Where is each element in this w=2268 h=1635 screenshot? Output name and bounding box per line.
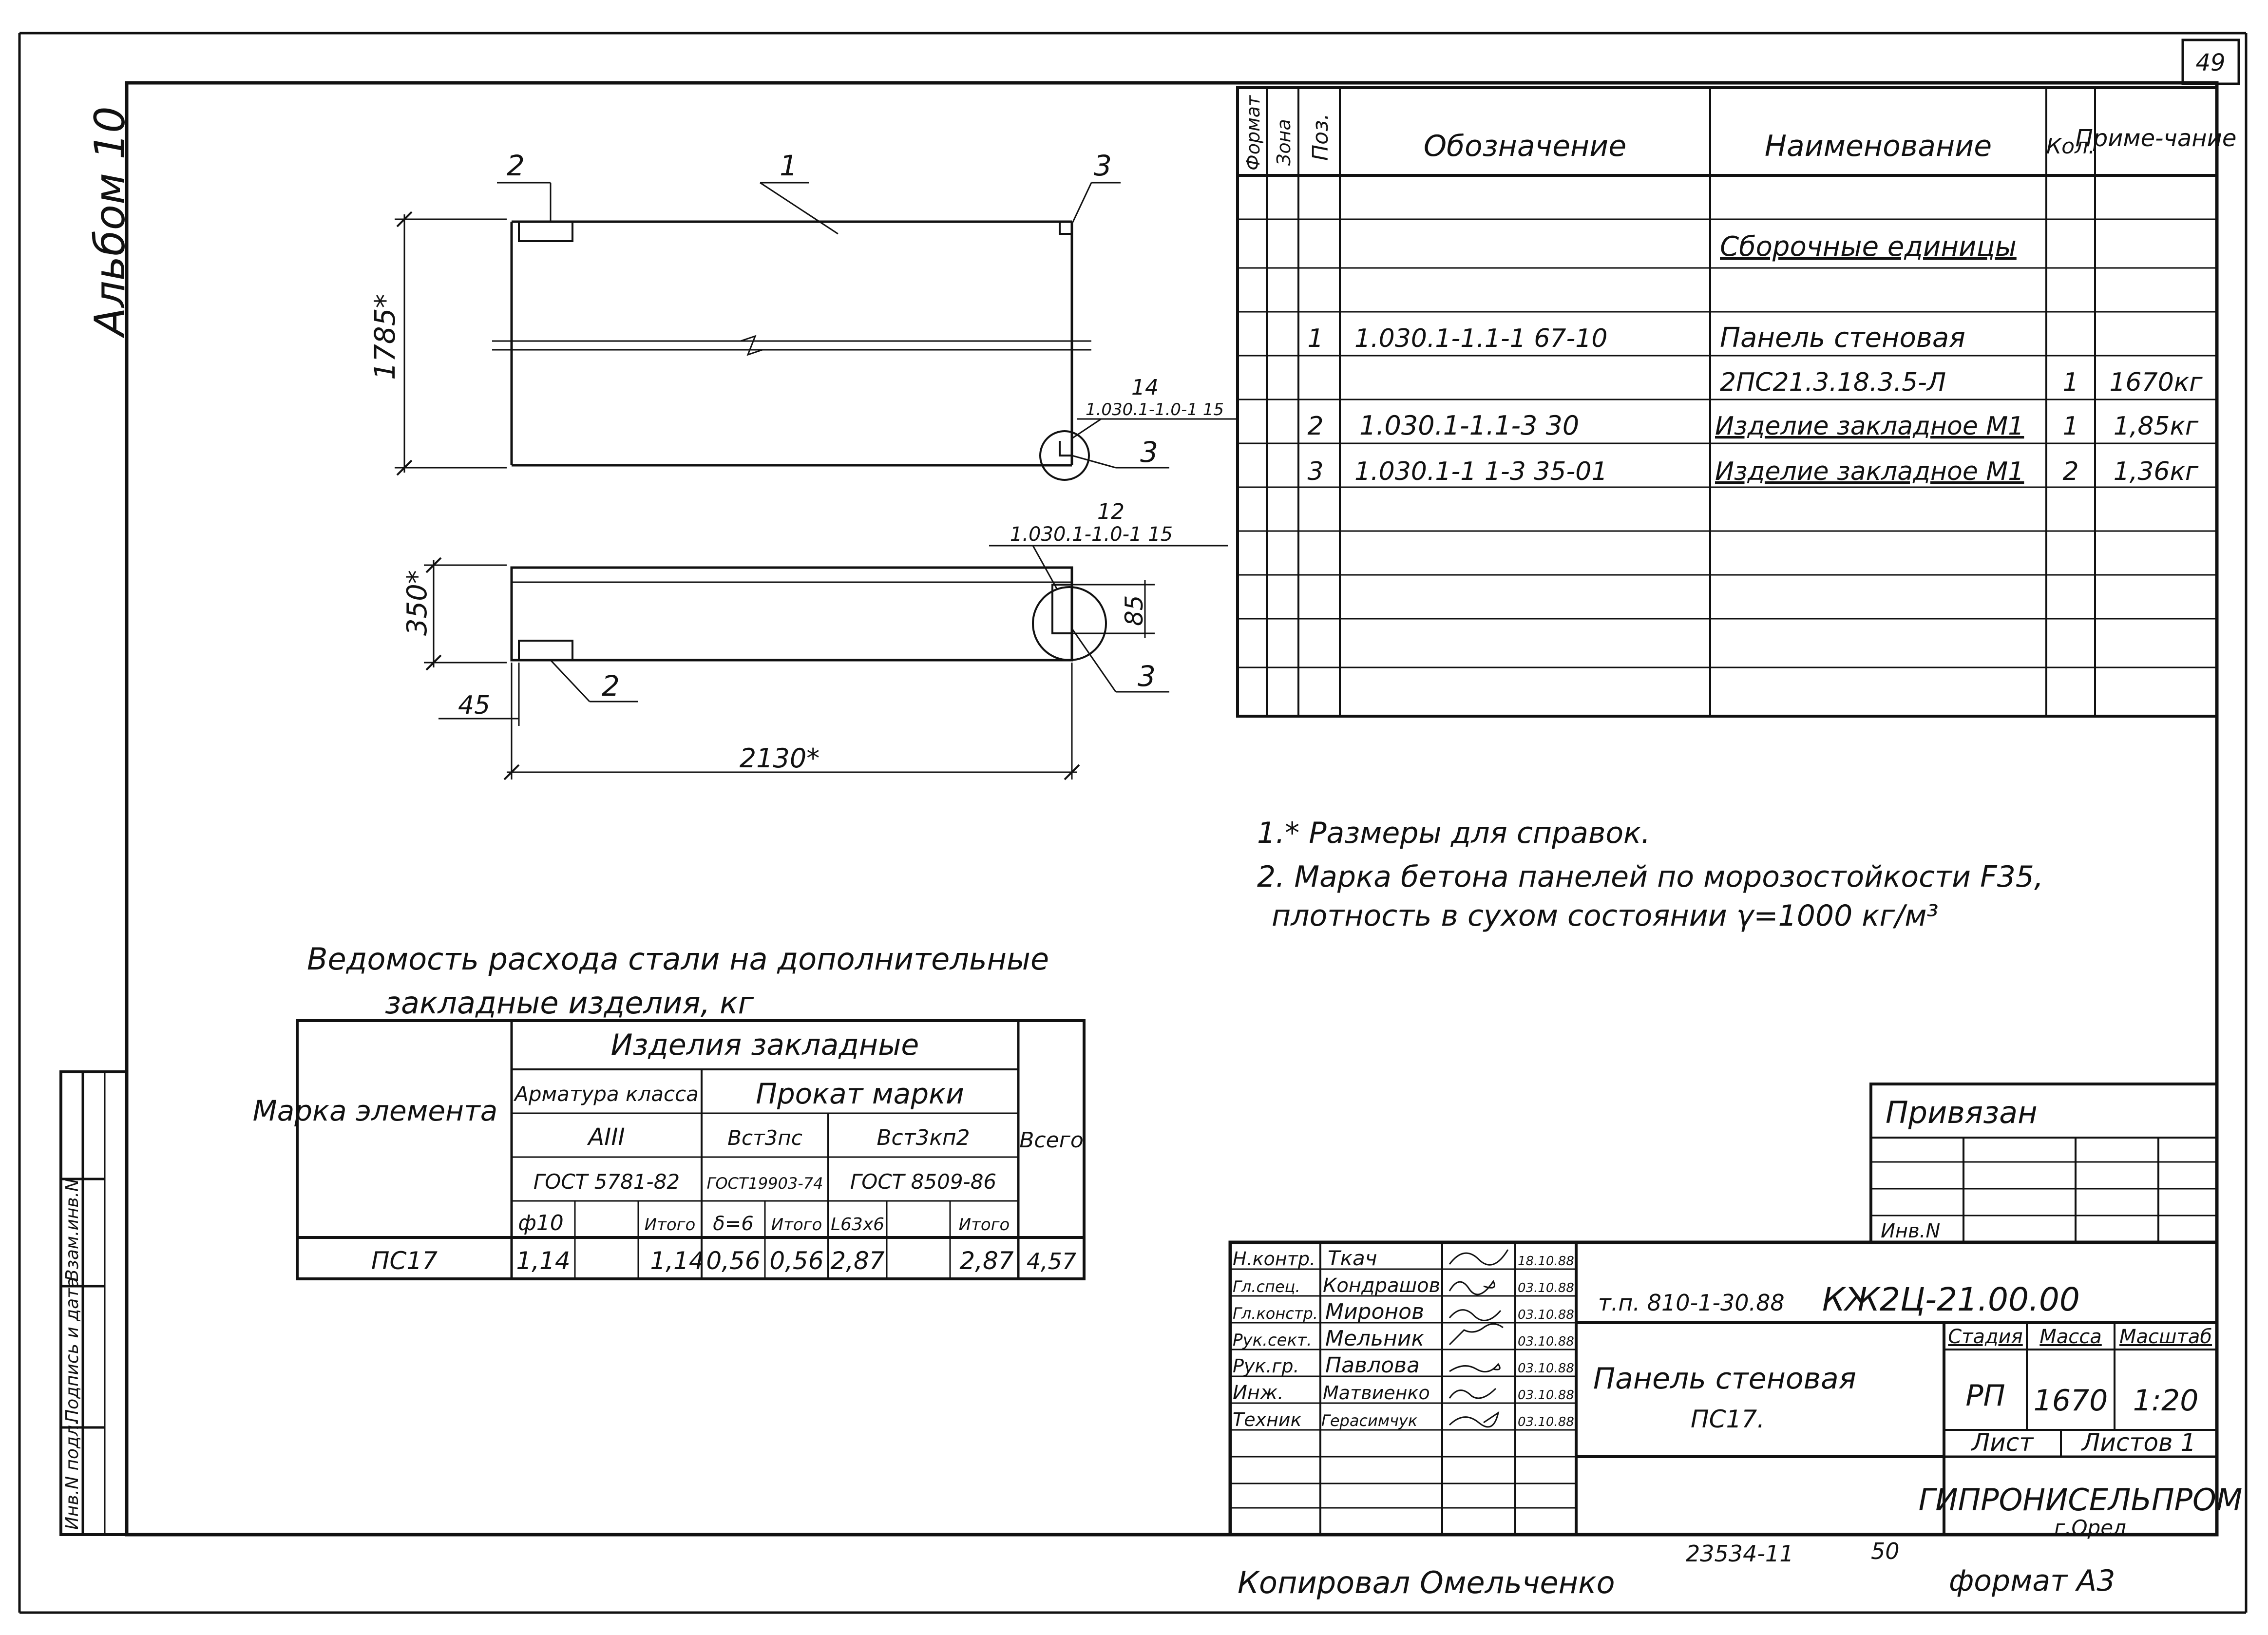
row1-name: Панель стеновая [1720, 322, 1965, 354]
leader-3-circle: 3 [1140, 436, 1158, 469]
h-gost1: ГОСТ19903-74 [706, 1174, 823, 1193]
panel-plan-view [401, 499, 1228, 779]
note-2-cont: плотность в сухом состоянии γ=1000 кг/м³ [1272, 899, 1939, 933]
h-rebar-class: АIII [588, 1123, 625, 1151]
signer-role-4: Рук.гр. [1233, 1355, 1299, 1377]
row2-name: 2ПС21.3.18.3.5-Л [1720, 368, 1946, 397]
signer-name-4: Павлова [1325, 1353, 1420, 1378]
h-rebar: Арматура класса [515, 1082, 699, 1106]
ref-12-code: 1.030.1-1.0-1 15 [1010, 523, 1173, 546]
stamp-vzam: Взам.инв.N [62, 1178, 82, 1281]
signer-role-0: Н.контр. [1233, 1248, 1316, 1270]
h-sheets: Листов 1 [2081, 1428, 2196, 1457]
h-itogo-2: Итого [771, 1215, 822, 1235]
title-block [1230, 1242, 2242, 1540]
note-2: 2. Марка бетона панелей по морозостойкости F35, [1257, 860, 2044, 894]
row2-note: 1670кг [2109, 368, 2203, 397]
ref-12: 12 [1097, 499, 1124, 524]
binding-box [1871, 1084, 2217, 1242]
doc-title-2: ПС17. [1691, 1405, 1765, 1433]
signer-role-2: Гл.констр. [1233, 1304, 1318, 1323]
h-scale: Масштаб [2119, 1326, 2212, 1348]
doc-title-1: Панель стеновая [1593, 1362, 1856, 1396]
row3-designation: 1.030.1-1.1-3 30 [1359, 410, 1580, 441]
dim-45: 45 [458, 691, 491, 720]
leader-3-bottom: 3 [1138, 660, 1156, 693]
signer-name-5: Матвиенко [1323, 1382, 1430, 1404]
h-l63: L63x6 [830, 1215, 885, 1235]
sheet-frame [19, 33, 2246, 1613]
bottom-num: 50 [1871, 1538, 1900, 1564]
row4-note: 1,36кг [2113, 457, 2199, 486]
format-label: формат А3 [1949, 1564, 2116, 1598]
row4-name: Изделие закладное М1 [1715, 457, 2024, 486]
row4-qty: 2 [2062, 457, 2079, 486]
h-total: Всего [1019, 1128, 1084, 1153]
h-mark: Марка элемента [252, 1094, 498, 1127]
dim-length: 2130* [739, 743, 820, 774]
doc-code: КЖ2Ц-21.00.00 [1822, 1281, 2080, 1318]
row1-pos: 1 [1307, 324, 1324, 353]
row-l63: 2,87 [830, 1247, 885, 1275]
h-sheet: Лист [1971, 1428, 2034, 1457]
bottom-captions [1238, 1538, 2115, 1600]
hdr-pos: Поз. [1308, 113, 1333, 161]
steel-title-1: Ведомость расхода стали на дополнительные [307, 941, 1049, 977]
h-mass: Масса [2039, 1326, 2102, 1348]
row2-qty: 1 [2062, 368, 2079, 397]
row1-designation: 1.030.1-1.1-1 67-10 [1354, 324, 1608, 353]
ref-14: 14 [1131, 375, 1159, 400]
hdr-zone: Зона [1273, 119, 1295, 166]
row-mark: ПС17 [371, 1247, 438, 1275]
signer-date-4: 03.10.88 [1518, 1361, 1574, 1376]
hdr-designation: Обозначение [1423, 129, 1627, 163]
leader-3-top: 3 [1094, 149, 1112, 182]
side-stamp [61, 1072, 127, 1535]
spec-table [1238, 88, 2236, 716]
signer-date-5: 03.10.88 [1518, 1388, 1574, 1403]
bottom-code: 23534-11 [1686, 1540, 1794, 1567]
h-steel2: Вст3кп2 [877, 1125, 970, 1150]
signer-date-2: 03.10.88 [1518, 1308, 1574, 1322]
row-d6: 0,56 [706, 1247, 761, 1275]
signer-role-5: Инж. [1233, 1382, 1284, 1404]
spec-section: Сборочные единицы [1720, 231, 2017, 263]
row3-note: 1,85кг [2113, 412, 2199, 441]
h-rolled: Прокат марки [756, 1077, 964, 1110]
hdr-note: Приме-чание [2075, 125, 2237, 152]
dim-85: 85 [1120, 595, 1148, 626]
h-d10: ф10 [518, 1211, 564, 1236]
leader-2-bottom: 2 [602, 669, 620, 703]
hdr-qty: Кол. [2046, 134, 2096, 159]
binding-inv: Инв.N [1881, 1220, 1941, 1242]
ref-14-code: 1.030.1-1.0-1 15 [1085, 400, 1224, 419]
h-itogo-3: Итого [958, 1215, 1010, 1235]
row4-designation: 1.030.1-1 1-3 35-01 [1354, 457, 1608, 486]
org-city: г.Орел [2054, 1516, 2126, 1540]
row4-pos: 3 [1307, 457, 1324, 486]
notes [1257, 816, 2043, 933]
stage: РП [1965, 1379, 2005, 1413]
signer-name-6: Герасимчук [1321, 1411, 1418, 1430]
signer-date-6: 03.10.88 [1518, 1415, 1574, 1429]
row3-pos: 2 [1307, 412, 1324, 441]
leader-2-top: 2 [507, 149, 525, 182]
dim-depth: 350* [401, 570, 433, 636]
signer-date-3: 03.10.88 [1518, 1334, 1574, 1349]
hdr-name: Наименование [1764, 129, 1992, 163]
leader-1: 1 [780, 149, 798, 182]
h-d6: δ=6 [713, 1213, 754, 1235]
h-gost2: ГОСТ 8509-86 [850, 1170, 997, 1194]
dim-height: 1785* [368, 294, 401, 380]
row-itogo2: 0,56 [769, 1247, 824, 1275]
project-code: т.п. 810-1-30.88 [1598, 1290, 1785, 1316]
h-group: Изделия закладные [610, 1028, 919, 1062]
signer-role-6: Техник [1233, 1409, 1302, 1430]
signer-name-3: Мельник [1325, 1326, 1425, 1351]
mass: 1670 [2033, 1384, 2108, 1418]
hdr-format: Формат [1242, 95, 1264, 171]
stamp-inv-podl: Инв.N подл. [62, 1419, 82, 1530]
h-itogo-1: Итого [644, 1215, 696, 1235]
signatures [1449, 1250, 1508, 1427]
signer-name-1: Кондрашов [1323, 1274, 1441, 1297]
steel-table [253, 941, 1084, 1279]
signer-name-0: Ткач [1328, 1246, 1377, 1270]
page-number: 49 [2195, 49, 2226, 76]
copied-by: Копировал Омельченко [1238, 1565, 1615, 1600]
note-1: 1.* Размеры для справок. [1257, 816, 1651, 850]
signer-role-3: Рук.сект. [1233, 1331, 1312, 1350]
stamp-sign-date: Подпись и дата [62, 1277, 82, 1423]
signer-date-0: 18.10.88 [1518, 1254, 1574, 1269]
page-number-box [2183, 40, 2239, 84]
row-total: 4,57 [1026, 1248, 1077, 1274]
panel-front-view [368, 149, 1238, 480]
h-rebar-gost: ГОСТ 5781-82 [533, 1170, 680, 1194]
row-itogo3: 2,87 [959, 1247, 1014, 1275]
signer-name-2: Миронов [1325, 1299, 1425, 1324]
binding-title: Привязан [1886, 1095, 2038, 1130]
scale: 1:20 [2133, 1384, 2199, 1418]
signer-date-1: 03.10.88 [1518, 1281, 1574, 1295]
album-label: Альбом 10 [86, 106, 134, 336]
h-steel1: Вст3пс [727, 1126, 802, 1150]
row3-qty: 1 [2062, 412, 2079, 441]
org: ГИПРОНИСЕЛЬПРОМ [1918, 1482, 2243, 1518]
row-itogo1: 1,14 [650, 1247, 705, 1275]
h-stage: Стадия [1948, 1326, 2023, 1348]
signer-role-1: Гл.спец. [1233, 1277, 1300, 1296]
row-d10: 1,14 [516, 1247, 571, 1275]
row3-name: Изделие закладное М1 [1715, 412, 2024, 441]
steel-title-2: закладные изделия, кг [385, 985, 754, 1021]
